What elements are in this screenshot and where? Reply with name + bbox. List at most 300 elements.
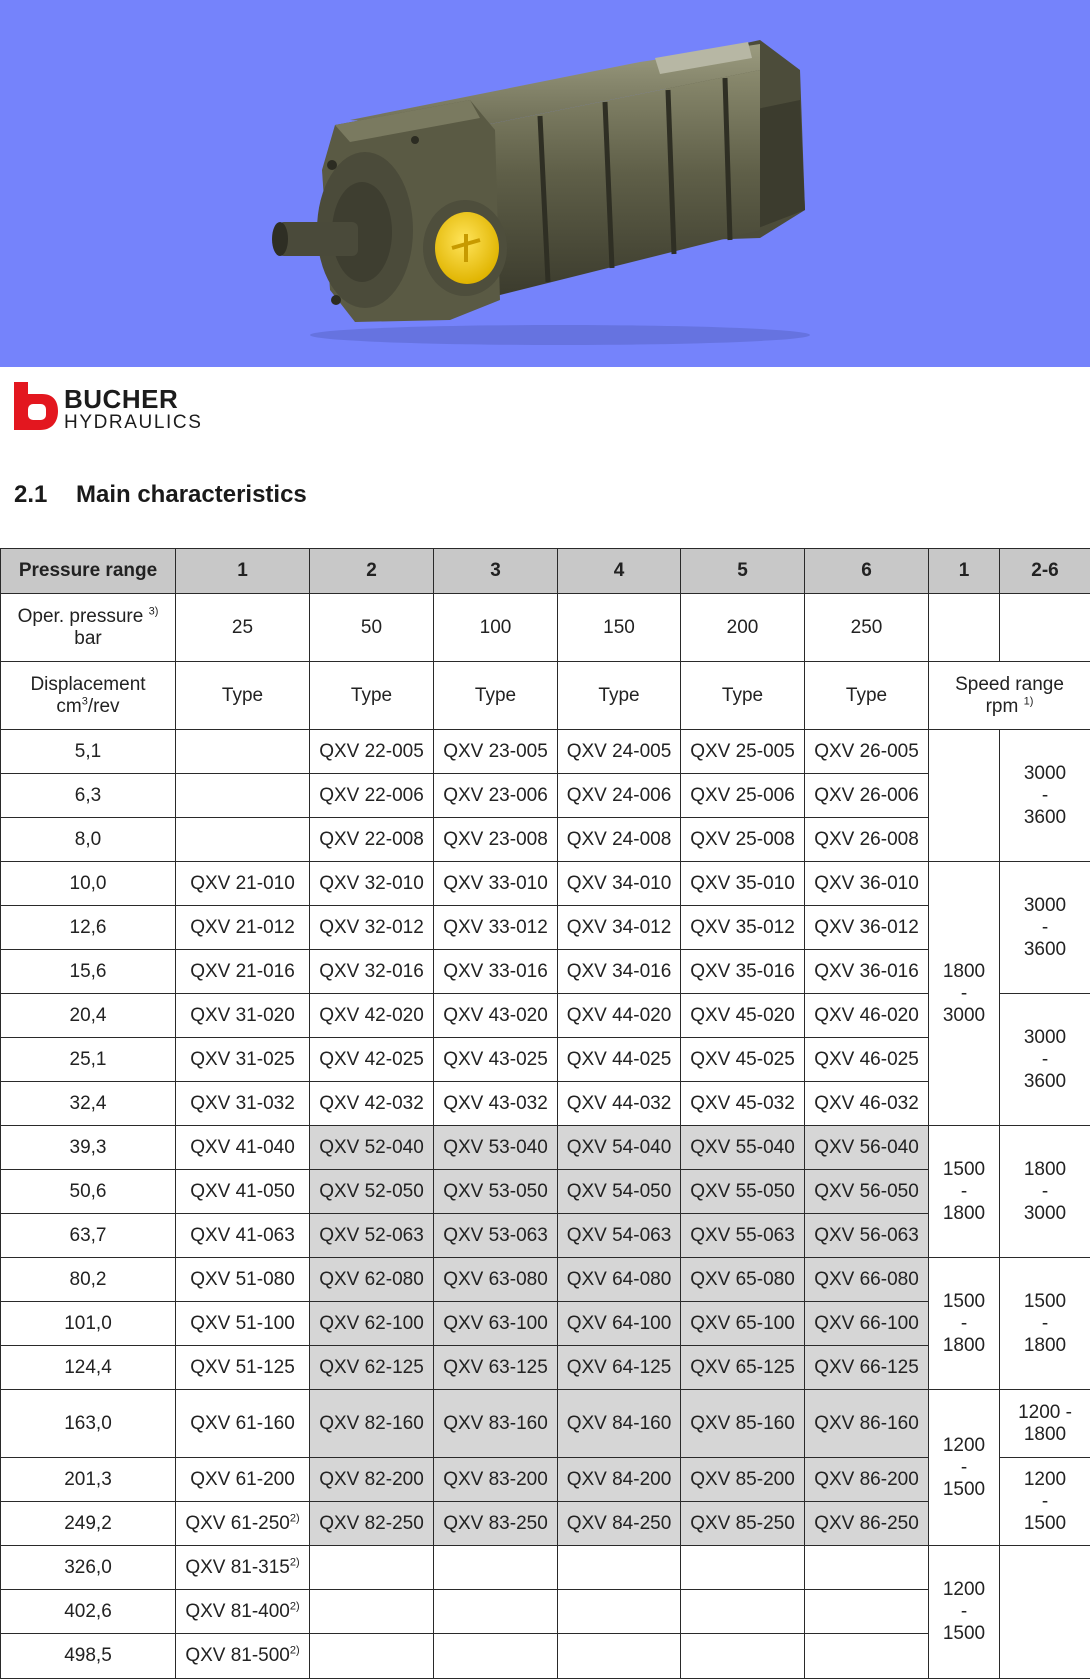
type-code: QXV 54-040	[566, 1136, 672, 1158]
type-code-cell	[176, 1126, 310, 1170]
header-label: 2	[366, 560, 377, 581]
displacement-value	[1, 1390, 176, 1458]
type-code: QXV 82-200	[319, 1468, 424, 1490]
table-row	[1, 1546, 1090, 1590]
type-code: QXV 46-020	[814, 1004, 919, 1026]
displacement-label	[1, 662, 176, 730]
type-code: QXV 35-012	[690, 916, 795, 938]
displacement-text: 163,0	[64, 1412, 112, 1434]
type-code: QXV 44-032	[566, 1092, 672, 1114]
type-code-cell	[681, 906, 805, 950]
displacement-value	[1, 906, 176, 950]
type-code-cell	[176, 1590, 310, 1634]
type-code-cell	[176, 1082, 310, 1126]
header-cell	[1, 549, 176, 594]
type-code: QXV 22-005	[319, 740, 424, 762]
speed-range-col1	[929, 862, 1000, 1126]
type-code-cell	[681, 950, 805, 994]
displacement-text: 63,7	[69, 1224, 107, 1246]
type-code-cell	[681, 862, 805, 906]
type-code: QXV 86-200	[814, 1468, 919, 1490]
header-label: 4	[613, 560, 625, 581]
type-code-cell	[434, 1038, 558, 1082]
type-code-cell	[434, 1502, 558, 1546]
speed-value: -	[1041, 1312, 1049, 1334]
header-cell	[434, 549, 558, 594]
displacement-text: 201,3	[64, 1468, 112, 1490]
type-code: QXV 66-080	[814, 1268, 919, 1290]
displacement-header-row	[1, 662, 1090, 730]
type-code: QXV 26-008	[814, 828, 919, 850]
displacement-text: 8,0	[74, 828, 102, 850]
type-code-cell	[434, 1458, 558, 1502]
speed-value: -	[960, 1456, 968, 1478]
type-code: QXV 23-008	[443, 828, 548, 850]
header-label: 2-6	[1031, 560, 1059, 581]
type-code: QXV 64-080	[566, 1268, 672, 1290]
type-code-cell	[558, 906, 681, 950]
type-code: QXV 83-250	[443, 1512, 548, 1534]
type-code: QXV 81-315	[185, 1556, 290, 1578]
footnote-ref: 2)	[289, 1512, 300, 1525]
empty-cell	[681, 1546, 805, 1590]
type-text: Type	[598, 684, 640, 706]
speed-value: 1800	[1023, 1158, 1067, 1180]
type-code-cell	[681, 1346, 805, 1390]
type-code: QXV 21-012	[190, 916, 295, 938]
type-code-cell	[558, 1458, 681, 1502]
empty-cell	[929, 594, 1000, 662]
empty-cell	[681, 1590, 805, 1634]
type-code: QXV 23-006	[443, 784, 548, 806]
type-code: QXV 43-025	[443, 1048, 548, 1070]
type-code-cell	[176, 906, 310, 950]
type-label	[558, 662, 681, 730]
type-code: QXV 43-020	[443, 1004, 548, 1026]
type-code-cell	[805, 950, 929, 994]
type-code: QXV 83-160	[443, 1412, 548, 1434]
speed-value: 3600	[1023, 938, 1067, 960]
type-code: QXV 51-125	[190, 1356, 295, 1378]
speed-value: 3600	[1023, 1070, 1067, 1092]
type-code-cell	[805, 1458, 929, 1502]
speed-value: -	[1041, 1048, 1049, 1070]
type-code-cell	[558, 1502, 681, 1546]
type-code-cell	[681, 1038, 805, 1082]
oper-pressure-value	[681, 594, 805, 662]
type-code: QXV 86-250	[814, 1512, 919, 1534]
type-code: QXV 31-032	[190, 1092, 295, 1114]
displacement-text: 101,0	[64, 1312, 112, 1334]
type-code: QXV 41-050	[190, 1180, 295, 1202]
type-code-cell	[176, 1458, 310, 1502]
speed-value: -	[960, 1312, 968, 1334]
type-code: QXV 36-012	[814, 916, 919, 938]
type-code: QXV 42-025	[319, 1048, 424, 1070]
type-code: QXV 84-160	[566, 1412, 672, 1434]
type-code: QXV 52-040	[319, 1136, 424, 1158]
speed-range-col1	[929, 1390, 1000, 1546]
oper-pressure-value	[176, 594, 310, 662]
displacement-text: 39,3	[69, 1136, 107, 1158]
empty-cell	[805, 1590, 929, 1634]
displacement-value	[1, 1170, 176, 1214]
displacement-text: 80,2	[69, 1268, 107, 1290]
characteristics-table	[0, 548, 1090, 1679]
speed-range-col1	[929, 730, 1000, 862]
type-code: QXV 63-080	[443, 1268, 548, 1290]
type-code: QXV 36-016	[814, 960, 919, 982]
empty-cell	[1000, 594, 1090, 662]
oper-pressure-label	[1, 594, 176, 662]
displacement-value	[1, 1590, 176, 1634]
displacement-text: 5,1	[74, 740, 102, 762]
speed-value: 3000	[942, 1004, 986, 1026]
type-code: QXV 45-025	[690, 1048, 795, 1070]
speed-value: 3000	[1023, 762, 1067, 784]
type-code-cell	[310, 1082, 434, 1126]
type-code: QXV 46-025	[814, 1048, 919, 1070]
table-row	[1, 1590, 1090, 1634]
type-code-cell	[176, 1170, 310, 1214]
type-code-cell	[434, 1214, 558, 1258]
empty-cell	[310, 1634, 434, 1679]
type-code: QXV 66-125	[814, 1356, 919, 1378]
type-code-cell	[805, 1302, 929, 1346]
displacement-text: 402,6	[64, 1600, 112, 1622]
displacement-text: 12,6	[69, 916, 107, 938]
speed-value: 1500	[942, 1623, 986, 1644]
speed-range-col1	[929, 1258, 1000, 1390]
type-code: QXV 41-040	[190, 1136, 295, 1158]
type-code-cell	[805, 1170, 929, 1214]
type-code: QXV 33-010	[443, 872, 548, 894]
speed-value: 1200 -	[1018, 1401, 1072, 1423]
displacement-value	[1, 1082, 176, 1126]
type-code-cell	[558, 1390, 681, 1458]
type-code-cell	[310, 1258, 434, 1302]
type-code-cell	[558, 994, 681, 1038]
type-code-cell	[805, 1126, 929, 1170]
displacement-value	[1, 1302, 176, 1346]
speed-value: -	[960, 1601, 968, 1622]
speed-range-col26	[1000, 730, 1090, 862]
speed-range-col26	[1000, 1390, 1090, 1458]
speed-value: 3000	[1023, 1026, 1067, 1048]
type-code-cell	[805, 1038, 929, 1082]
speed-range-text: Speed range	[955, 673, 1064, 695]
bucher-logo-mark-icon	[12, 380, 60, 432]
table-row	[1, 730, 1090, 774]
type-code-cell	[558, 774, 681, 818]
type-code-cell	[805, 906, 929, 950]
type-code: QXV 31-020	[190, 1004, 295, 1026]
displacement-value	[1, 862, 176, 906]
type-code-cell	[681, 1302, 805, 1346]
type-code-cell	[310, 818, 434, 862]
speed-value: 1800	[942, 1202, 986, 1224]
empty-cell	[176, 730, 310, 774]
empty-cell	[805, 1634, 929, 1679]
displacement-text: 25,1	[69, 1048, 107, 1070]
type-code-cell	[558, 1346, 681, 1390]
displacement-text: 15,6	[69, 960, 107, 982]
pressure-value: 25	[231, 616, 254, 638]
type-code-cell	[681, 1214, 805, 1258]
pressure-value: 50	[360, 616, 383, 638]
type-text: Type	[474, 684, 517, 706]
type-text: Type	[350, 684, 393, 706]
type-code: QXV 84-200	[566, 1468, 672, 1490]
type-code-cell	[176, 950, 310, 994]
type-code-cell	[681, 1258, 805, 1302]
type-code: QXV 85-200	[690, 1468, 795, 1490]
speed-range-col26	[1000, 862, 1090, 994]
type-label	[310, 662, 434, 730]
type-code: QXV 84-250	[566, 1512, 672, 1534]
brand-name: BUCHER	[64, 384, 179, 414]
type-code: QXV 82-160	[319, 1412, 424, 1434]
type-code-cell	[310, 1170, 434, 1214]
header-label: 1	[237, 560, 248, 581]
displacement-value	[1, 1126, 176, 1170]
type-code-cell	[434, 1390, 558, 1458]
type-code-cell	[434, 1346, 558, 1390]
type-code: QXV 22-006	[319, 784, 424, 806]
type-code: QXV 66-100	[814, 1312, 919, 1334]
table-row	[1, 994, 1090, 1038]
displacement-text: 326,0	[64, 1556, 112, 1578]
speed-value: 1800	[942, 960, 986, 982]
empty-cell	[558, 1590, 681, 1634]
speed-value: 1200	[1023, 1468, 1067, 1490]
oper-pressure-row	[1, 594, 1090, 662]
type-code-cell	[805, 1502, 929, 1546]
table-row	[1, 1126, 1090, 1170]
type-code-cell	[310, 1302, 434, 1346]
type-code: QXV 23-005	[443, 740, 548, 762]
header-cell	[681, 549, 805, 594]
pressure-value: 100	[479, 616, 512, 638]
type-code-cell	[176, 862, 310, 906]
type-code-cell	[434, 1126, 558, 1170]
speed-value: 1500	[942, 1290, 986, 1312]
oper-pressure-value	[434, 594, 558, 662]
type-code-cell	[805, 862, 929, 906]
type-code-cell	[176, 1214, 310, 1258]
type-code: QXV 24-006	[566, 784, 672, 806]
type-code: QXV 46-032	[814, 1092, 919, 1114]
type-code-cell	[558, 862, 681, 906]
footnote-ref: 3)	[148, 605, 159, 618]
displacement-value	[1, 1038, 176, 1082]
displacement-unit: cm	[56, 695, 82, 717]
table-row	[1, 906, 1090, 950]
type-code-cell	[310, 994, 434, 1038]
footnote-ref: 2)	[289, 1556, 300, 1569]
type-code: QXV 26-005	[814, 740, 919, 762]
type-code-cell	[558, 818, 681, 862]
speed-value: 1500	[942, 1478, 986, 1500]
type-code-cell	[434, 774, 558, 818]
table-row	[1, 1634, 1090, 1679]
header-cell	[1000, 549, 1090, 594]
displacement-value	[1, 730, 176, 774]
type-code-cell	[558, 1126, 681, 1170]
type-code: QXV 32-012	[319, 916, 424, 938]
type-code: QXV 52-050	[319, 1180, 424, 1202]
type-code: QXV 32-016	[319, 960, 424, 982]
displacement-value	[1, 818, 176, 862]
displacement-value	[1, 1214, 176, 1258]
type-code-cell	[310, 862, 434, 906]
type-code: QXV 62-080	[319, 1268, 424, 1290]
type-code-cell	[310, 1214, 434, 1258]
speed-value: -	[960, 1180, 968, 1202]
type-code: QXV 34-016	[566, 960, 672, 982]
type-code: QXV 45-032	[690, 1092, 795, 1114]
oper-pressure-value	[310, 594, 434, 662]
table-row	[1, 1214, 1090, 1258]
header-cell	[176, 549, 310, 594]
type-code: QXV 62-100	[319, 1312, 424, 1334]
type-code-cell	[681, 774, 805, 818]
speed-value: -	[960, 982, 968, 1004]
type-code: QXV 34-012	[566, 916, 672, 938]
type-code: QXV 21-010	[190, 872, 295, 894]
type-code-cell	[434, 1170, 558, 1214]
type-code: QXV 53-063	[443, 1224, 548, 1246]
displacement-value	[1, 1546, 176, 1590]
footnote-ref: 2)	[289, 1600, 300, 1613]
bucher-hydraulics-logo	[12, 380, 312, 436]
speed-value: -	[1041, 784, 1049, 806]
type-code-cell	[681, 1502, 805, 1546]
table-row	[1, 1502, 1090, 1546]
speed-value: 1800	[942, 1334, 986, 1356]
speed-value: 3000	[1023, 894, 1067, 916]
type-code: QXV 25-008	[690, 828, 795, 850]
speed-value: -	[1041, 1180, 1049, 1202]
displacement-value	[1, 1458, 176, 1502]
type-code: QXV 21-016	[190, 960, 295, 982]
type-code: QXV 32-010	[319, 872, 424, 894]
type-code: QXV 33-016	[443, 960, 548, 982]
type-code: QXV 44-025	[566, 1048, 672, 1070]
type-code-cell	[434, 1302, 558, 1346]
type-code: QXV 83-200	[443, 1468, 548, 1490]
oper-pressure-unit: bar	[74, 627, 102, 649]
pressure-value: 150	[603, 616, 635, 638]
type-code: QXV 61-250	[185, 1512, 290, 1534]
type-code: QXV 55-063	[690, 1224, 795, 1246]
header-cell	[558, 549, 681, 594]
displacement-text: 124,4	[64, 1356, 112, 1378]
type-code: QXV 42-020	[319, 1004, 424, 1026]
type-label	[681, 662, 805, 730]
empty-cell	[1000, 1546, 1090, 1679]
type-text: Type	[221, 684, 264, 706]
table-header-row	[1, 549, 1090, 594]
empty-cell	[434, 1590, 558, 1634]
type-code: QXV 35-016	[690, 960, 795, 982]
type-code-cell	[310, 774, 434, 818]
type-code: QXV 64-125	[566, 1356, 672, 1378]
type-code-cell	[805, 774, 929, 818]
type-code-cell	[434, 1258, 558, 1302]
section-title: Main characteristics	[76, 481, 307, 508]
type-code: QXV 31-025	[190, 1048, 295, 1070]
type-code: QXV 24-005	[566, 740, 672, 762]
type-code: QXV 53-050	[443, 1180, 548, 1202]
type-code-cell	[681, 730, 805, 774]
type-code-cell	[558, 1038, 681, 1082]
header-cell	[310, 549, 434, 594]
type-code-cell	[805, 1258, 929, 1302]
displacement-value	[1, 1258, 176, 1302]
brand-subtitle: HYDRAULICS	[64, 412, 203, 433]
type-code: QXV 63-125	[443, 1356, 548, 1378]
type-code: QXV 54-063	[566, 1224, 672, 1246]
header-label: 5	[737, 560, 748, 581]
oper-pressure-value	[805, 594, 929, 662]
speed-range-col26	[1000, 1126, 1090, 1258]
type-code: QXV 45-020	[690, 1004, 795, 1026]
type-code: QXV 62-125	[319, 1356, 424, 1378]
type-code: QXV 64-100	[566, 1312, 672, 1334]
displacement-value	[1, 994, 176, 1038]
type-code-cell	[310, 950, 434, 994]
product-photo-area	[0, 0, 1090, 367]
pressure-value: 250	[850, 616, 883, 638]
type-code-cell	[310, 1126, 434, 1170]
speed-unit: rpm	[985, 695, 1019, 717]
speed-range-col1	[929, 1126, 1000, 1258]
header-label: Pressure range	[18, 560, 158, 581]
type-code: QXV 56-040	[814, 1136, 919, 1158]
table-row	[1, 818, 1090, 862]
displacement-text: 249,2	[64, 1512, 112, 1534]
type-code: QXV 61-200	[190, 1468, 295, 1490]
type-code-cell	[176, 1502, 310, 1546]
type-code: QXV 81-400	[185, 1600, 290, 1622]
header-label: 6	[861, 560, 872, 581]
displacement-value	[1, 1346, 176, 1390]
type-code-cell	[310, 906, 434, 950]
type-label	[176, 662, 310, 730]
type-code: QXV 42-032	[319, 1092, 424, 1114]
oper-pressure-text: Oper. pressure	[17, 605, 144, 627]
speed-range-col26	[1000, 1258, 1090, 1390]
footnote-ref: 1)	[1023, 695, 1034, 708]
type-code-cell	[434, 1082, 558, 1126]
empty-cell	[176, 818, 310, 862]
displacement-unit-rest: /rev	[87, 695, 120, 717]
pressure-value: 200	[726, 616, 759, 638]
type-code: QXV 34-010	[566, 872, 672, 894]
type-code-cell	[681, 1458, 805, 1502]
table-row	[1, 1082, 1090, 1126]
displacement-text: 50,6	[69, 1180, 107, 1202]
type-text: Type	[845, 684, 888, 706]
hydraulic-pump-illustration	[0, 0, 1090, 367]
type-code: QXV 24-008	[566, 828, 672, 850]
unit-exponent: 3	[81, 695, 88, 708]
type-code: QXV 65-100	[690, 1312, 795, 1334]
type-code: QXV 54-050	[566, 1180, 672, 1202]
type-code-cell	[434, 730, 558, 774]
type-code-cell	[310, 1502, 434, 1546]
